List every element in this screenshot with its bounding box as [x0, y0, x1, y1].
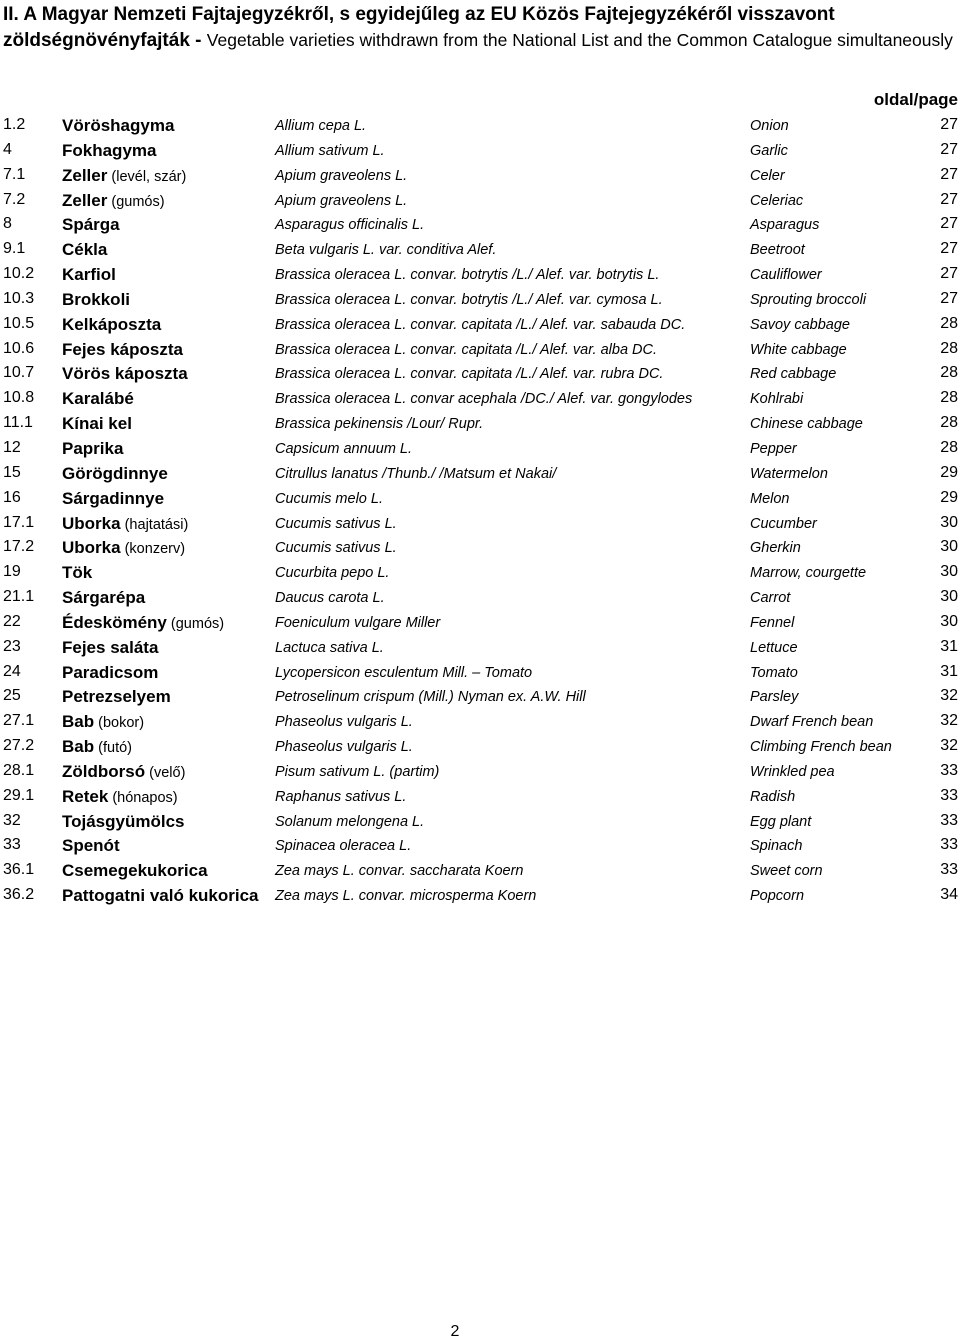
hungarian-name-main: Spenót [62, 836, 120, 856]
english-name: Red cabbage [750, 366, 837, 383]
page-ref: 32 [940, 687, 958, 705]
hungarian-name [62, 116, 174, 136]
latin-name: Phaseolus vulgaris L. [275, 739, 413, 756]
latin-name: Daucus carota L. [275, 590, 385, 607]
page-ref: 30 [940, 588, 958, 606]
hungarian-name-main: Cékla [62, 240, 108, 260]
list-item [0, 486, 960, 511]
hungarian-name [62, 315, 161, 335]
page-number: 2 [450, 1323, 460, 1340]
list-item [0, 411, 960, 436]
list-item [0, 535, 960, 560]
list-item [0, 163, 960, 188]
english-name: Asparagus [750, 217, 820, 234]
list-item [0, 784, 960, 809]
hungarian-name [62, 886, 259, 906]
english-name: Beetroot [750, 242, 805, 259]
hungarian-name-main: Fejes káposzta [62, 339, 183, 359]
english-name: Chinese cabbage [750, 416, 863, 433]
english-name: Spinach [750, 838, 803, 855]
latin-name: Cucumis melo L. [275, 490, 383, 507]
list-item [0, 113, 960, 138]
latin-name: Cucurbita pepo L. [275, 565, 390, 582]
page-ref: 28 [940, 314, 958, 332]
english-name: Dwarf French bean [750, 714, 874, 731]
list-item [0, 684, 960, 709]
english-name: Popcorn [750, 888, 805, 905]
list-item [0, 709, 960, 734]
latin-name: Lactuca sativa L. [275, 639, 384, 656]
hungarian-name [62, 663, 158, 683]
hungarian-name-main: Édeskömény [62, 612, 167, 632]
english-name: Marrow, courgette [750, 565, 867, 582]
latin-name: Zea mays L. convar. saccharata Koern [275, 863, 524, 880]
hungarian-name-main: Vöröshagyma [62, 116, 175, 135]
list-item [0, 436, 960, 461]
hungarian-name [62, 836, 120, 856]
item-code: 10.8 [3, 389, 35, 407]
hungarian-name-main: Pattogatni való kukorica [62, 886, 259, 906]
english-name: Celeriac [750, 192, 804, 209]
english-name: Lettuce [750, 639, 798, 656]
page-ref: 34 [940, 886, 958, 904]
hungarian-name-main: Zeller [62, 190, 108, 210]
hungarian-name [62, 737, 132, 757]
hungarian-name [62, 141, 156, 161]
item-code: 36.1 [3, 861, 35, 879]
english-name: Cucumber [750, 515, 817, 532]
list-item [0, 759, 960, 784]
hungarian-name-note: (levél, szár) [107, 168, 187, 185]
hungarian-name-main: Paprika [62, 438, 124, 458]
latin-name: Apium graveolens L. [275, 192, 408, 209]
hungarian-name-main: Csemegekukorica [62, 861, 208, 881]
page-ref: 31 [940, 637, 958, 655]
item-code: 16 [3, 488, 21, 506]
hungarian-name [62, 514, 188, 534]
item-code: 27.1 [3, 712, 35, 730]
latin-name: Brassica oleracea L. convar. capitata /L./ Alef. var. sabauda DC. [275, 316, 686, 333]
latin-name: Raphanus sativus L. [275, 788, 407, 805]
hungarian-name-note: (gumós) [166, 615, 225, 632]
english-name: Savoy cabbage [750, 316, 850, 333]
page-ref: 27 [940, 165, 958, 183]
list-item [0, 337, 960, 362]
list-item [0, 237, 960, 262]
hungarian-name [62, 538, 185, 558]
page-ref: 30 [940, 513, 958, 531]
item-code: 15 [3, 463, 21, 481]
hungarian-name [62, 166, 186, 186]
latin-name: Zea mays L. convar. microsperma Koern [275, 888, 537, 905]
list-item [0, 833, 960, 858]
page-ref: 33 [940, 786, 958, 804]
page-ref: 28 [940, 389, 958, 407]
hungarian-name-main: Fokhagyma [62, 140, 157, 160]
hungarian-name [62, 439, 123, 459]
title-hungarian: II. A Magyar Nemzeti Fajtajegyzékről, s egyidejűleg az EU Közös Fajtejegyzékéről visszavont zöldségnövényfajták - [3, 4, 835, 51]
hungarian-name-main: Karalábé [62, 389, 134, 409]
latin-name: Brassica oleracea L. convar. capitata /L./ Alef. var. alba DC. [275, 341, 658, 358]
list-item [0, 262, 960, 287]
hungarian-name [62, 240, 107, 260]
latin-name: Pisum sativum L. (partim) [275, 763, 440, 780]
english-name: Onion [750, 118, 789, 134]
item-code: 10.5 [3, 314, 35, 332]
latin-name: Petroselinum crispum (Mill.) Nyman ex. A.W. Hill [275, 689, 586, 706]
hungarian-name-note: (velő) [145, 764, 186, 781]
item-code: 33 [3, 836, 21, 854]
item-code: 9.1 [3, 240, 26, 258]
hungarian-name [62, 265, 116, 285]
hungarian-name [62, 613, 224, 633]
page-ref: 28 [940, 414, 958, 432]
page-ref: 27 [940, 215, 958, 233]
hungarian-name-main: Fejes saláta [62, 637, 159, 657]
english-name: Watermelon [750, 465, 828, 482]
list-item [0, 809, 960, 834]
item-code: 1.2 [3, 116, 26, 133]
english-name: Melon [750, 490, 790, 507]
hungarian-name-main: Retek [62, 786, 109, 806]
list-item [0, 312, 960, 337]
page-ref: 27 [940, 116, 958, 133]
hungarian-name-main: Kelkáposzta [62, 314, 162, 334]
english-name: Sweet corn [750, 863, 823, 880]
list-item [0, 386, 960, 411]
english-name: Carrot [750, 590, 791, 607]
hungarian-name [62, 191, 165, 211]
hungarian-name [62, 389, 134, 409]
english-name: Climbing French bean [750, 739, 892, 756]
hungarian-name-main: Sárgadinnye [62, 488, 165, 508]
list-item [0, 883, 960, 908]
latin-name: Spinacea oleracea L. [275, 838, 412, 855]
english-name: White cabbage [750, 341, 847, 358]
page-ref: 27 [940, 140, 958, 158]
hungarian-name [62, 762, 185, 782]
list-item [0, 858, 960, 883]
latin-name: Brassica pekinensis /Lour/ Rupr. [275, 416, 484, 433]
hungarian-name [62, 812, 185, 832]
hungarian-name-note: (futó) [94, 740, 132, 757]
item-code: 7.1 [3, 165, 26, 183]
hungarian-name-note: (konzerv) [120, 541, 186, 558]
item-code: 17.2 [3, 538, 35, 556]
english-name: Cauliflower [750, 267, 822, 284]
latin-name: Capsicum annuum L. [275, 440, 413, 457]
hungarian-name-note: (bokor) [94, 715, 145, 732]
page-ref: 28 [940, 438, 958, 456]
page-ref: 29 [940, 488, 958, 506]
item-code: 17.1 [3, 513, 35, 531]
hungarian-name-main: Uborka [62, 538, 121, 558]
english-name: Wrinkled pea [750, 763, 835, 780]
hungarian-name-main: Uborka [62, 513, 121, 533]
item-code: 32 [3, 811, 21, 829]
hungarian-name-main: Kínai kel [62, 414, 132, 434]
page-ref: 28 [940, 339, 958, 357]
page-ref: 30 [940, 538, 958, 556]
english-name: Radish [750, 788, 796, 805]
english-name: Kohlrabi [750, 391, 804, 408]
item-code: 8 [3, 215, 12, 233]
list-item [0, 138, 960, 163]
item-code: 11.1 [3, 414, 33, 432]
latin-name: Cucumis sativus L. [275, 515, 397, 532]
hungarian-name-main: Sárgarépa [62, 588, 146, 608]
hungarian-name [62, 687, 171, 707]
latin-name: Foeniculum vulgare Miller [275, 614, 441, 631]
latin-name: Brassica oleracea L. convar. capitata /L./ Alef. var. rubra DC. [275, 366, 664, 383]
latin-name: Asparagus officinalis L. [275, 217, 425, 234]
item-code: 4 [3, 140, 12, 158]
page-ref: 33 [940, 761, 958, 779]
item-code: 21.1 [3, 588, 35, 606]
item-code: 22 [3, 612, 21, 630]
item-code: 7.2 [3, 190, 26, 208]
item-code: 25 [3, 687, 21, 705]
english-name: Pepper [750, 440, 797, 457]
hungarian-name-main: Bab [62, 737, 95, 757]
title-english: Vegetable varieties withdrawn from the National List and the Common Catalogue simultaneously [206, 29, 953, 50]
item-code: 24 [3, 662, 21, 680]
latin-name: Allium sativum L. [275, 142, 385, 159]
latin-name: Apium graveolens L. [275, 167, 408, 184]
latin-name: Phaseolus vulgaris L. [275, 714, 413, 731]
english-name: Celer [750, 167, 785, 184]
page-ref: 27 [940, 289, 958, 307]
list-item [0, 635, 960, 660]
page-ref: 33 [940, 811, 958, 829]
list-item [0, 212, 960, 237]
list-item [0, 610, 960, 635]
page-ref: 31 [940, 662, 958, 680]
item-code: 36.2 [3, 886, 35, 904]
hungarian-name [62, 712, 144, 732]
latin-name: Citrullus lanatus /Thunb./ /Matsum et Nakai/ [275, 465, 557, 482]
hungarian-name [62, 414, 132, 434]
hungarian-name-main: Tök [62, 563, 93, 583]
hungarian-name [62, 588, 145, 608]
item-code: 12 [3, 438, 21, 456]
item-code: 10.3 [3, 289, 35, 307]
page-column-header: oldal/page [873, 90, 958, 109]
list-item [0, 361, 960, 386]
list-item [0, 560, 960, 585]
latin-name: Brassica oleracea L. convar. botrytis /L./ Alef. var. cymosa L. [275, 291, 663, 308]
hungarian-name-note: (hónapos) [108, 789, 178, 806]
item-code: 23 [3, 637, 21, 655]
hungarian-name [62, 464, 168, 484]
latin-name: Brassica oleracea L. convar. botrytis /L./ Alef. var. botrytis L. [275, 267, 660, 284]
hungarian-name-main: Spárga [62, 215, 120, 235]
latin-name: Brassica oleracea L. convar acephala /DC./ Alef. var. gongylodes [275, 391, 693, 408]
latin-name: Solanum melongena L. [275, 813, 425, 830]
item-code: 10.6 [3, 339, 35, 357]
variety-list [0, 113, 960, 908]
item-code: 27.2 [3, 737, 35, 755]
english-name: Garlic [750, 142, 788, 159]
hungarian-name [62, 340, 183, 360]
hungarian-name-main: Vörös káposzta [62, 364, 188, 384]
page-ref: 32 [940, 737, 958, 755]
hungarian-name-main: Brokkoli [62, 289, 131, 309]
english-name: Fennel [750, 614, 795, 631]
hungarian-name-note: (gumós) [107, 193, 165, 210]
page-ref: 30 [940, 563, 958, 581]
item-code: 29.1 [3, 786, 35, 804]
list-item [0, 287, 960, 312]
page-ref: 32 [940, 712, 958, 730]
english-name: Tomato [750, 664, 798, 681]
latin-name: Allium cepa L. [275, 118, 367, 134]
item-code: 19 [3, 563, 21, 581]
page-ref: 29 [940, 463, 958, 481]
page-ref: 27 [940, 265, 958, 283]
page-ref: 30 [940, 612, 958, 630]
list-item [0, 461, 960, 486]
hungarian-name [62, 489, 164, 509]
page-ref: 27 [940, 190, 958, 208]
list-item [0, 188, 960, 213]
hungarian-name-main: Petrezselyem [62, 687, 171, 707]
hungarian-name-main: Paradicsom [62, 662, 159, 682]
item-code: 28.1 [3, 761, 35, 779]
english-name: Parsley [750, 689, 799, 706]
hungarian-name-main: Zeller [62, 165, 108, 185]
hungarian-name-main: Görögdinnye [62, 463, 168, 483]
hungarian-name [62, 364, 188, 384]
english-name: Gherkin [750, 540, 801, 557]
list-item [0, 660, 960, 685]
list-item [0, 511, 960, 536]
latin-name: Lycopersicon esculentum Mill. – Tomato [275, 664, 533, 681]
list-item [0, 734, 960, 759]
page-ref: 28 [940, 364, 958, 382]
english-name: Egg plant [750, 813, 812, 830]
hungarian-name [62, 563, 92, 583]
page-ref: 33 [940, 861, 958, 879]
hungarian-name [62, 290, 130, 310]
hungarian-name [62, 861, 208, 881]
hungarian-name [62, 638, 158, 658]
hungarian-name-main: Tojásgyümölcs [62, 811, 185, 831]
item-code: 10.2 [3, 265, 35, 283]
hungarian-name-note: (hajtatási) [120, 516, 189, 533]
document-title [3, 3, 953, 53]
latin-name: Beta vulgaris L. var. conditiva Alef. [275, 242, 497, 259]
hungarian-name-main: Karfiol [62, 265, 116, 285]
item-code: 10.7 [3, 364, 35, 382]
latin-name: Cucumis sativus L. [275, 540, 397, 557]
hungarian-name [62, 787, 178, 807]
hungarian-name-main: Zöldborsó [62, 761, 146, 781]
hungarian-name [62, 215, 120, 235]
page-ref: 33 [940, 836, 958, 854]
list-item [0, 585, 960, 610]
page-ref: 27 [940, 240, 958, 258]
english-name: Sprouting broccoli [750, 291, 867, 308]
hungarian-name-main: Bab [62, 712, 95, 732]
